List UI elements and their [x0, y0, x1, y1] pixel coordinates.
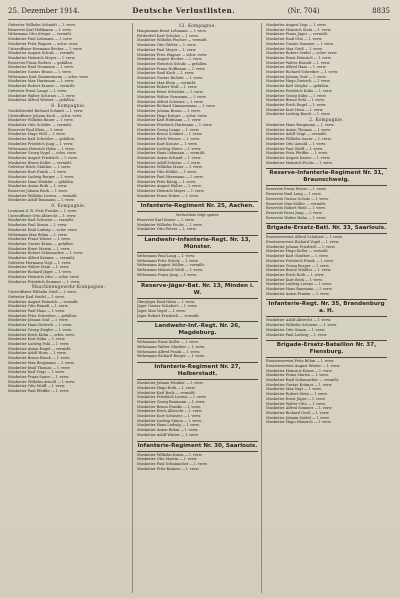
- list-item: Musketier Alfred Krämer — vermißt.: [8, 256, 76, 261]
- list-item: Ersatzreservist Fritz Böhm — l. verw.: [266, 359, 335, 364]
- list-item: Musketier Hugo Roth — l. verw.: [137, 385, 196, 390]
- list-item: Wehrmann Fritz Scholz — l. verw.: [137, 258, 199, 263]
- list-item: Musketier Emil Otto — l. verw.: [266, 37, 323, 42]
- subsection-heading: 2. Kompagnie.: [309, 117, 344, 123]
- list-item: Musketier Robert Seidel — schw. verw.: [266, 51, 338, 56]
- list-item: Musketier Hans Baumann — l. verw.: [266, 287, 333, 292]
- list-item: Reservist Paul Klein — l. verw.: [8, 127, 64, 132]
- list-item: Musketier Wilhelm Schuster — l. verw.: [266, 323, 338, 328]
- list-item: Musketier Heinrich Stein — l. verw.: [266, 27, 332, 32]
- list-item: Musketier Otto Schäfer — vermißt.: [8, 123, 73, 128]
- list-item: Musketier Hugo Krüger — schw. verw.: [137, 113, 208, 118]
- list-item: Musketier Paul Lehmann — l. verw.: [8, 37, 73, 42]
- list-item: Musketier Fritz Pfeiffer — l. verw.: [266, 151, 328, 156]
- list-item: Musketier Friedrich Frank — l. verw.: [266, 258, 334, 263]
- list-item: Gefreiter Erich Günther — l. verw.: [8, 165, 71, 170]
- list-item: Musketier Anton Böhm — l. verw.: [137, 428, 199, 433]
- list-item: Wehrmann Ernst Keller — l. verw.: [137, 340, 199, 345]
- subsection-heading: 12. Kompagnie.: [178, 23, 217, 28]
- subsection-heading: 9. Kompagnie.: [51, 203, 86, 209]
- list-item: Musketier Alfred Haas — l. verw.: [266, 65, 327, 70]
- list-item: Jäger Robert Friedrich — vermißt.: [137, 313, 200, 318]
- subsection-heading: Maschinengewehr-Kompagnie.: [31, 284, 106, 290]
- list-item: Musketier Paul Herrmann — l. verw.: [137, 174, 204, 179]
- list-item: Musketier Wilhelm Sauer — l. verw.: [266, 137, 332, 142]
- list-item: Musketier Hans Ludwig — l. verw.: [137, 423, 200, 428]
- list-item: Unteroffizier Hermann Becker — l. verw.: [8, 46, 83, 51]
- header-issue: (Nr. 704): [287, 7, 320, 15]
- list-item: Reservist Max Möller — vermißt.: [266, 201, 327, 206]
- list-item: Feldwebel Karl Schulze — l. verw.: [137, 33, 199, 38]
- list-item: Musketier Richard Schreiber — l. verw.: [266, 70, 339, 75]
- list-item: Musketier Heinrich Schulz — gefallen.: [137, 61, 208, 66]
- list-item: Musketier Ludwig Simon — l. verw.: [137, 418, 202, 423]
- list-item: Wehrmann Paul Lang — l. verw.: [137, 254, 196, 259]
- list-item: Wehrmann Otto Krüger — vermißt.: [8, 32, 73, 37]
- list-item: Oberjäger Emil Hahn — l. verw.: [137, 299, 195, 304]
- list-item: Gefreiter Karl Seidel — l. verw.: [8, 294, 65, 299]
- list-item: Musketier Gustav Braun — l. verw.: [8, 70, 72, 75]
- list-item: Reservist Emil Lang — l. verw.: [266, 192, 322, 197]
- list-item: Reservist Karl Kaiser — l. verw.: [137, 217, 195, 222]
- list-item: Musketier Wilhelm Lorenz — vermißt.: [8, 193, 78, 198]
- list-item: Musketier Erich Albrecht — l. verw.: [137, 409, 203, 414]
- list-item: Musketier Franz Jäger — vermißt.: [266, 32, 329, 37]
- list-item: Musketier Emil Thomas — l. verw.: [8, 365, 71, 370]
- list-item: Musketier Adolf Winter — l. verw.: [137, 432, 199, 437]
- list-item: Musketier Bruno Pohl — l. verw.: [266, 98, 325, 103]
- list-item: Musketier Bruno Busch — l. verw.: [8, 356, 71, 361]
- subsection-heading: 8. Kompagnie.: [51, 102, 86, 108]
- list-item: Musketier Robert Wolf — l. verw.: [137, 85, 198, 90]
- list-item: Gefreiter Wilhelm Schmidt — l. verw.: [8, 23, 76, 27]
- list-item: Gefreiter Hermann Vogt — l. verw.: [8, 260, 72, 265]
- list-item: Musketier Hugo Wolf — l. verw.: [8, 132, 66, 137]
- list-item: Musketier August Walter — l. verw.: [137, 184, 202, 189]
- list-item: Musketier Franz Sauer — l. verw.: [8, 374, 70, 379]
- list-item: Wehrmann Max Böhm — l. verw.: [8, 232, 68, 237]
- list-item: Ersatzreservist August Winter — l. verw.: [266, 363, 341, 368]
- list-item: Musketier Kurt Horn — l. verw.: [266, 107, 324, 112]
- list-item: Musketier Emil Koch — l. verw.: [137, 71, 195, 76]
- list-item: Musketier Ludwig Berger — l. verw.: [8, 174, 75, 179]
- list-item: Jäger Max Vogel — l. verw.: [137, 308, 186, 313]
- list-item: Musketier August Becker — l. verw.: [137, 57, 203, 62]
- list-item: Musketier Ludwig Meier — l. verw.: [137, 146, 202, 151]
- list-item: Musketier Robert Krause — vermißt.: [8, 84, 76, 89]
- list-item: Musketier Georg Ziegler — l. verw.: [8, 327, 73, 332]
- list-item: Musketier Fritz Wagner — schw. verw.: [137, 52, 208, 57]
- list-item: Musketier Friedrich Jung — l. verw.: [8, 141, 74, 146]
- list-item: Musketier Kurt Frank — l. verw.: [8, 170, 67, 175]
- list-item: Reservist Franz Peters — l. verw.: [266, 187, 327, 192]
- list-item: Musketier Paul Pfeiffer — l. verw.: [8, 389, 70, 394]
- section-heading: Reserve-Jäger-Bat. Nr. 13, Minden i. W.: [137, 281, 258, 299]
- list-item: Musketier Walter Otto — l. verw.: [266, 401, 326, 406]
- list-item: Musketier Ernst Schröder — l. verw.: [137, 90, 204, 95]
- list-item: Musketier Franz Hoffmann — l. verw.: [137, 66, 206, 71]
- list-item: Musketier Wilhelm Kraus — l. verw.: [137, 452, 203, 457]
- list-item: Musketier Ludwig Pohl — l. verw.: [8, 342, 70, 346]
- list-item: Musketier Richard Jäger — l. verw.: [8, 270, 72, 275]
- list-item: Musketier Georg Vogel — schw. verw.: [8, 151, 77, 156]
- list-item: Reservist Ernst Jung — l. verw.: [266, 210, 323, 215]
- list-item: Musketier Wilhelm Fuchs — l. verw.: [137, 222, 203, 227]
- list-item: Musketier Erich Engel — l. verw.: [266, 102, 327, 107]
- list-item: Reservist Robert Weiß — l. verw.: [266, 206, 326, 211]
- list-item: Musketier Georg Lange — l. verw.: [137, 127, 200, 132]
- list-item: Musketier Friedrich Hartmann — l. verw.: [137, 123, 213, 128]
- list-item: Musketier Max Groß — l. verw.: [266, 46, 323, 51]
- list-item: Musketier Paul Schumacher — l. verw.: [137, 462, 208, 466]
- list-item: Musketier Ludwig Lorenz — l. verw.: [266, 282, 332, 287]
- list-item: Musketier Fritz König — l. verw.: [137, 179, 197, 184]
- list-item: Musketier Wilhelm Bauer — l. verw.: [8, 118, 74, 123]
- list-item: Musketier Otto Simon — l. verw.: [266, 327, 326, 332]
- list-item: Musketier Johann Seidel — l. verw.: [266, 415, 330, 420]
- header-title: Deutsche Verlustlisten.: [132, 6, 236, 15]
- list-item: Musketier Gustav Sommer — l. verw.: [266, 41, 334, 46]
- section-heading: Infanterie-Regiment Nr. 27, Halberstadt.: [137, 362, 258, 380]
- list-item: Musketier Emil Ludwig — schw. verw.: [8, 227, 78, 232]
- list-item: Musketier Adolf Horn — l. verw.: [8, 351, 67, 356]
- list-item: Musketier Fritz Krämer — l. verw.: [137, 466, 200, 471]
- list-item: Musketier Georg Baumann — l. verw.: [137, 399, 206, 404]
- list-item: Musketier Kurt Krause — l. verw.: [137, 141, 198, 146]
- list-item: Musketier Hugo Heinrich — l. verw.: [266, 420, 332, 425]
- column-3: [266, 23, 390, 593]
- list-item: Musketier Max Klein — vermißt.: [137, 80, 197, 85]
- list-item: Musketier Wilhelm Maier — l. verw.: [137, 165, 203, 170]
- section-heading: Infanterie-Regiment Nr. 25, Aachen.: [137, 201, 258, 212]
- list-item: Wehrmann Heinrich Hahn — l. verw.: [8, 146, 75, 151]
- list-item: Musketier Kurt Kühn — l. verw.: [8, 337, 66, 342]
- list-item: Musketier Hugo Keller — vermißt.: [266, 249, 329, 254]
- list-item: Musketier Gustav Richter — l. verw.: [137, 76, 203, 81]
- list-item: Musketier Erich Werner — l. verw.: [137, 137, 201, 142]
- list-item: Musketier Franz Winter — l. verw.: [8, 237, 71, 242]
- list-item: Musketier Georg Kühn — l. verw.: [266, 93, 327, 98]
- list-item: Musketier Max Vogt — l. verw.: [266, 387, 322, 392]
- list-item: Musketier Heinrich Mayer — l. verw.: [137, 188, 205, 193]
- section-heading: Reserve-Infanterie-Regiment Nr. 31, Braunschweig.: [266, 168, 387, 186]
- list-item: Unteroffizier Johann Koch — schw. verw.: [8, 113, 83, 118]
- list-item: Musketier Walter Stein — l. verw.: [8, 265, 70, 270]
- list-item: Musketier Otto Brandt — l. verw.: [8, 304, 69, 309]
- list-item: Musketier Karl Günther — l. verw.: [266, 254, 329, 259]
- list-item: Reservist Gustav Scholz — l. verw.: [266, 196, 329, 201]
- list-item: Musketier Bruno Winkler — l. verw.: [266, 268, 332, 273]
- list-item: Musketier Walter Schwarz — l. verw.: [8, 93, 76, 98]
- list-item: Musketier August Schulz — vermißt.: [8, 51, 76, 56]
- list-item: Musketier Anton Schmid — l. verw.: [137, 155, 202, 160]
- list-item: Musketier Franz Martin — l. verw.: [266, 373, 329, 378]
- list-item: Musketier Alfred Schwarz — l. verw.: [137, 99, 204, 104]
- list-item: Musketier Karl Schuster — vermißt.: [8, 218, 75, 223]
- list-item: Reservist Karl Hoffmann — l. verw.: [8, 27, 72, 32]
- list-item: Musketier Anton Roth — l. verw.: [8, 184, 68, 189]
- list-item: Musketier Friedrich Kuhn — l. verw.: [266, 88, 333, 93]
- header-date: 25. Dezember 1914.: [8, 7, 80, 15]
- list-item: Musketier Walter Neumann — l. verw.: [137, 94, 207, 99]
- list-item: Musketier August Vogt — l. verw.: [266, 23, 327, 27]
- list-item: Musketier Karl Ziegler — gefallen.: [266, 84, 330, 89]
- list-item: Reservist Johann Beck — l. verw.: [8, 188, 68, 193]
- list-item: Unteroffizier Wilhelm Groß — l. verw.: [8, 290, 77, 295]
- list-item: Musketier Heinrich Meyer — l. verw.: [8, 55, 76, 60]
- list-item: Reservist Franz Richter — gefallen.: [8, 60, 73, 65]
- list-item: Musketier Paul Simon — l. verw.: [8, 223, 68, 228]
- list-item: Musketier Emil Neumann — l. verw.: [8, 65, 74, 70]
- list-item: Musketier Fritz Wagner — schw. verw.: [8, 41, 79, 46]
- list-item: Musketier Ernst Martin — l. verw.: [8, 246, 71, 251]
- page-header: [8, 6, 390, 20]
- list-item: Musketier Otto Arnold — l. verw.: [266, 141, 327, 146]
- list-item: Musketier Hugo Dietrich — l. verw.: [266, 79, 331, 84]
- list-item: Wehrmann August Möller — vermißt.: [137, 263, 206, 268]
- list-item: Wehrmann Richard Berger — l. verw.: [137, 354, 205, 359]
- list-item: Musketier Alfred Werner — gefallen.: [8, 98, 76, 103]
- list-item: Musketier Johann Winkler — l. verw.: [137, 381, 204, 386]
- section-heading: Landwehr-Inf.-Regt. Nr. 26, Magdeburg.: [137, 321, 258, 339]
- list-item: Reservist Walter Hahn — l. verw.: [266, 215, 327, 220]
- list-item: Musketier Robert Stein — l. verw.: [266, 392, 328, 397]
- section-heading: Infanterie-Regiment Nr. 30, Saarlouis.: [137, 441, 258, 452]
- list-item: Musketier Bruno Keller — vermißt.: [8, 160, 73, 165]
- list-item: Musketier Bruno Schmitt — l. verw.: [137, 132, 203, 137]
- list-item: Musketier Hans Lehmann — vermißt.: [137, 151, 206, 156]
- list-item: Wehrmann Karl Zimmermann — schw. verw.: [8, 74, 89, 79]
- list-item: Musketier Johann Braun — l. verw.: [137, 108, 201, 113]
- list-item: Musketier Heinrich Fuchs — l. verw.: [266, 160, 333, 165]
- list-item: Musketier Erich Kuhn — schw. verw.: [8, 332, 75, 337]
- list-item: Musketier Adolf Voigt — vermißt.: [266, 132, 328, 137]
- columns: [8, 23, 390, 593]
- list-item: Musketier Gustav Kraus — gefallen.: [8, 241, 74, 246]
- list-item: Musketier Emil Schumacher — vermißt.: [266, 378, 340, 383]
- list-item: Gefreiter Ernst Lange — l. verw.: [8, 88, 68, 93]
- list-item: Musketier Richard Groß — l. verw.: [266, 411, 330, 415]
- list-item: Musketier Adolf Albrecht — l. verw.: [266, 318, 332, 323]
- section-heading: Brigade-Ersatz-Bataillon Nr. 37, Flensburg.: [266, 340, 387, 358]
- list-item: Musketier Kurt Beck — l. verw.: [266, 277, 323, 282]
- list-item: Musketier Gustav Krämer — l. verw.: [266, 382, 333, 387]
- list-item: Ersatzreservist Richard Vogel — l. verw.: [266, 240, 340, 245]
- list-item: Musketier Wilhelm Arnold — l. verw.: [8, 379, 76, 384]
- list-item: Unteroffizier Otto Albrecht — l. verw.: [8, 213, 77, 218]
- list-item: Vizefeldwebel Richard Schmitt — l. verw.: [8, 108, 84, 113]
- list-item: Musketier Karl Schröder — gefallen.: [8, 137, 76, 142]
- list-item: Musketier Ludwig Busch — l. verw.: [266, 112, 331, 117]
- list-item: Musketier August Friedrich — l. verw.: [8, 155, 78, 160]
- column-2: [137, 23, 262, 593]
- section-heading: Landwehr-Infanterie-Regt. Nr. 13, Münster.: [137, 235, 258, 253]
- list-item: Musketier Otto Peters — l. verw.: [137, 227, 197, 232]
- list-item: Musketier Fritz Schreiber — gefallen.: [8, 313, 78, 318]
- list-item: Musketier Richard Zimmermann — l. verw.: [137, 104, 216, 109]
- list-item: Musketier Otto Köhler — l. verw.: [137, 170, 197, 175]
- list-item: Musketier Hans Bergmann — l. verw.: [266, 123, 335, 128]
- list-item: Wehrmann Walter Günther — l. verw.: [137, 345, 206, 350]
- list-item: Ersatzreservist Alfred Schubert — l. verw.: [266, 235, 343, 240]
- list-item: Musketier Kurt Schuster — l. verw.: [137, 414, 202, 419]
- list-item: Musketier Otto Martin — l. verw.: [137, 457, 198, 462]
- list-item: Musketier Karl Voigt — l. verw.: [8, 370, 65, 375]
- list-item: Musketier Max Bergmann — l. verw.: [8, 360, 75, 365]
- list-item: Musketier Adolf Schulze — l. verw.: [137, 160, 201, 165]
- list-item: Leutnant d. R. Fritz Franke — l. verw.: [8, 209, 77, 214]
- list-item: Musketier Karl Hofmann — l. verw.: [137, 118, 202, 123]
- list-item: Jäger Gustav Schubert — l. verw.: [137, 304, 198, 309]
- list-item: Musketier Johann Graf — l. verw.: [266, 74, 327, 79]
- list-item: Musketier Paul Haas — l. verw.: [8, 309, 65, 314]
- list-item: Musketier Ernst Heinrich — l. verw.: [266, 55, 332, 60]
- list-item: Musketier Otto Wolff — l. verw.: [8, 384, 66, 389]
- list-item: Musketier Paul Ludwig — l. verw.: [266, 332, 328, 337]
- list-item: Musketier Heinrich Otto — schw. verw.: [8, 274, 80, 279]
- list-item: Musketier Heinrich Kraus — l. verw.: [266, 368, 333, 373]
- column-1: [8, 23, 133, 593]
- list-item: Wehrmann Heinrich Weiß — l. verw.: [137, 268, 203, 273]
- list-item: Musketier Karl Beck — vermißt.: [137, 390, 196, 395]
- list-item: Musketier Anton Engel — vermißt.: [8, 346, 72, 351]
- list-item: Hauptmann Ernst Lehmann — l. verw.: [137, 29, 207, 33]
- list-item: Musketier Ernst Jäger — l. verw.: [266, 396, 326, 401]
- list-item: Musketier Hans Dietrich — l. verw.: [8, 323, 73, 328]
- list-item: Musketier Erich Roth — l. verw.: [266, 272, 325, 277]
- list-item: Musketier Johann Graf — l. verw.: [8, 318, 69, 323]
- note-text: Verlustliste folgt später.: [175, 213, 220, 218]
- list-item: Wehrmann Franz Jung — l. verw.: [137, 272, 197, 277]
- list-item: Musketier Franz Huber — l. verw.: [137, 193, 200, 198]
- list-item: Musketier Friedrich Sommer — l. verw.: [8, 279, 81, 284]
- list-item: Wehrmann Alfred Frank — l. verw.: [137, 349, 201, 354]
- list-item: Musketier Robert Schumacher — l. verw.: [8, 251, 84, 256]
- list-item: Musketier Paul Meyer — l. verw.: [137, 47, 197, 52]
- list-item: Musketier Wilhelm Fischer — vermißt.: [137, 38, 208, 43]
- list-item: Musketier Adolf Baumann — l. verw.: [8, 198, 75, 203]
- list-item: Musketier Johann Friedrich — l. verw.: [266, 244, 336, 249]
- list-item: Musketier Friedrich Lorenz — l. verw.: [137, 395, 207, 400]
- list-item: Musketier Hans Winkler — gefallen.: [8, 179, 75, 184]
- list-item: Musketier Paul Wolff — l. verw.: [266, 146, 324, 151]
- section-heading: Infanterie-Regt. Nr. 35, Brandenburg a. H.: [266, 299, 387, 317]
- list-item: Musketier Bruno Franke — l. verw.: [137, 404, 201, 409]
- list-item: Musketier Walter Brandt — l. verw.: [266, 60, 331, 65]
- section-heading: Brigade-Ersatz-Batl. Nr. 33, Saarlouis.: [266, 223, 387, 234]
- list-item: Musketier Georg Berger — l. verw.: [266, 263, 330, 268]
- list-item: Musketier Max Hartmann — l. verw.: [8, 79, 75, 84]
- list-item: Musketier Anton Thomas — l. verw.: [266, 127, 331, 132]
- list-item: Musketier Otto Weber — l. verw.: [137, 43, 197, 48]
- list-item: Musketier Alfred Sommer — l. verw.: [266, 406, 333, 411]
- list-item: Musketier August Heinrich — vermißt.: [8, 299, 79, 304]
- list-item: Musketier August Kaiser — l. verw.: [266, 155, 331, 160]
- header-page-number: 8835: [372, 7, 390, 15]
- list-item: Musketier Anton Franke — l. verw.: [266, 291, 330, 296]
